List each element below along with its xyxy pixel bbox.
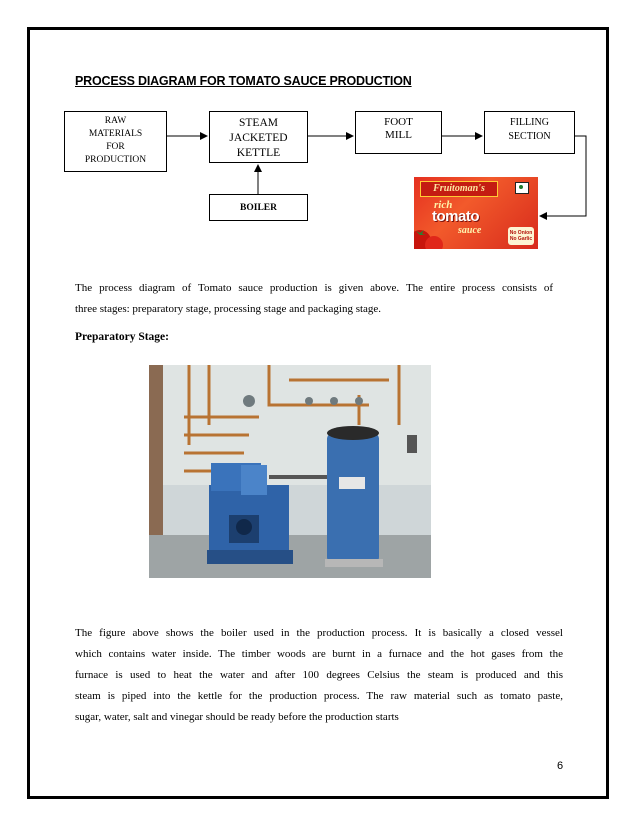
steam-kettle-line: JACKETED [229,132,288,144]
boiler-paragraph [75,623,563,728]
paragraph-line: furnace is used to heat the water and after 100 degrees Celsius the steam is produced and this [75,669,563,681]
paragraph-line: The process diagram of Tomato sauce production is given above. The entire process consists of [75,282,553,294]
paragraph-line: which contains water inside. The timber woods are burnt in a furnace and the hot gases from the [75,648,563,660]
paragraph-line: steam is piped into the kettle for the production process. The raw material such as tomato paste, [75,690,563,702]
product-word-tomato: tomato [432,208,479,225]
foot-mill-line: FOOT [384,116,413,128]
page-number: 6 [557,760,564,772]
brand-label: Fruitoman's [420,181,498,197]
paragraph-line: sugar, water, salt and vinegar should be ready before the production starts [75,711,399,723]
product-word-sauce: sauce [458,225,482,236]
steam-kettle-box [209,111,308,163]
steam-kettle-line: STEAM [239,117,278,129]
raw-materials-line: PRODUCTION [84,155,147,165]
boiler-room-illustration [149,365,431,578]
raw-materials-line: RAW [104,116,127,126]
tomatoes-icon [414,223,446,249]
filling-section-box [484,111,575,154]
section-heading: Preparatory Stage: [75,331,169,343]
paragraph-line: The figure above shows the boiler used in the production process. It is basically a closed vessel [75,627,563,639]
page-title: PROCESS DIAGRAM FOR TOMATO SAUCE PRODUCTION [75,74,412,88]
badge-line: No Onion [509,230,533,236]
tomato-sauce-pack-image [414,177,538,249]
no-onion-garlic-badge [508,227,534,245]
steam-kettle-line: KETTLE [236,147,281,159]
foot-mill-box [355,111,442,154]
raw-materials-line: MATERIALS [88,129,143,139]
intro-paragraph [75,278,553,320]
filling-section-line: FILLING [510,117,549,128]
raw-materials-box [64,111,167,172]
product-word-rich: rich [434,199,453,211]
boiler-box: BOILER [209,194,308,221]
boiler-photo [149,365,431,578]
veg-mark-icon [515,182,529,194]
badge-line: No Garlic [509,236,533,242]
filling-section-line: SECTION [508,131,551,142]
raw-materials-line: FOR [106,142,125,152]
paragraph-line: three stages: preparatory stage, processing stage and packaging stage. [75,303,382,315]
foot-mill-line: MILL [385,129,412,141]
